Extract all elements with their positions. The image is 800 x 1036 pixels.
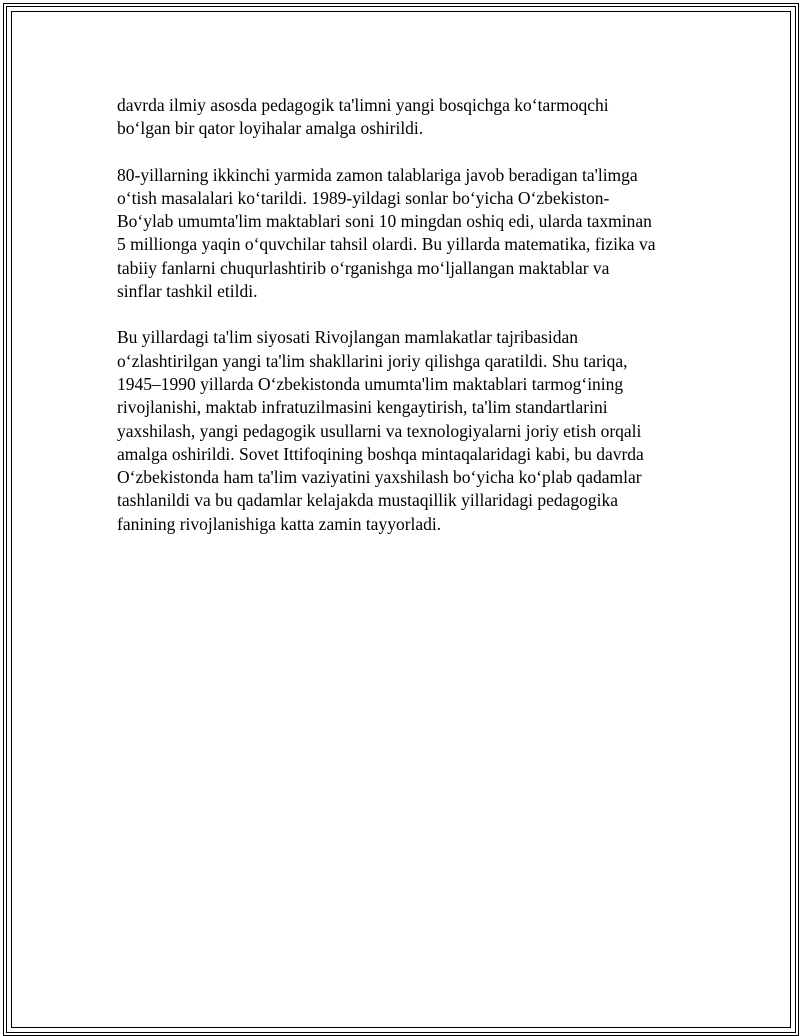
paragraph-1: davrda ilmiy asosda pedagogik ta'limni yangi bosqichga ko‘tarmoqchi bo‘lgan bir qator loyihalar amalga oshirildi. [117,95,609,139]
document-body [117,94,707,559]
paragraph-2: 80-yillarning ikkinchi yarmida zamon talablariga javob beradigan ta'limga o‘tish masalalari ko‘tarildi. 1989-yildagi sonlar bo‘yicha O‘zbekiston- Bo‘ylab umumta'lim maktablari soni 10 mingdan oshiq edi, ularda taxminan 5 millionga yaqin o‘quvchilar tahsil olardi. Bu yillarda matematika, fizika va tabiiy fanlarni chuqurlashtirib o‘rganishga mo‘ljallangan maktablar va sinflar tashkil etildi. [117,164,656,302]
paragraph-3: Bu yillardagi ta'lim siyosati Rivojlangan mamlakatlar tajribasidan o‘zlashtirilgan yangi ta'lim shakllarini joriy qilishga qaratildi. Shu tariqa, 1945–1990 yillarda O‘zbekistonda umumta'lim maktablari tarmog‘ining rivojlanishi, maktab infratuzilmasini kengaytirish, ta'lim standartlarini yaxshilash, yangi pedagogik usullarni va texnologiyalarni joriy etish orqali amalga oshirildi. Sovet Ittifoqining boshqa mintaqalaridagi kabi, bu davrda O‘zbekistonda ham ta'lim vaziyatini yaxshilash bo‘yicha ko‘plab qadamlar tashlanildi va bu qadamlar kelajakda mustaqillik yillaridagi pedagogika fanining rivojlanishiga katta zamin tayyorladi. [117,327,644,534]
